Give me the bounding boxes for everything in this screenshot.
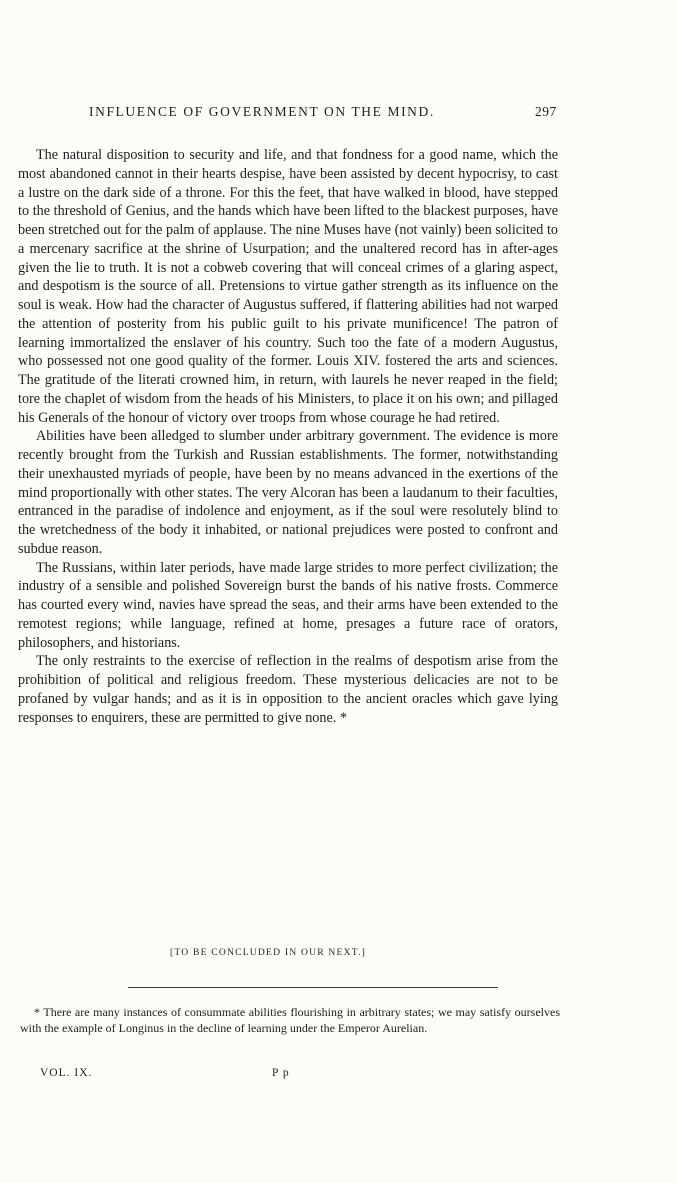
footnote: * There are many instances of consummate abilities flourishing in arbitrary states; we may satisfy ourselves with the example of Longinus in the decline of learning under the Emperor Aurelian. (20, 1005, 560, 1035)
footnote-divider (128, 987, 498, 988)
continuation-note: [TO BE CONCLUDED IN OUR NEXT.] (170, 947, 367, 958)
running-title: INFLUENCE OF GOVERNMENT ON THE MIND. (89, 104, 435, 119)
paragraph: The natural disposition to security and life, and that fondness for a good name, which the most abandoned cannot in their hearts despise, have been assisted by decent hypocrisy, to cast a lustre on the dark side of a throne. For this the feet, that have walked in blood, have stepped to the threshold of Genius, and the hands which have been lifted to the blackest purposes, have been stretched out for the palm of applause. The nine Muses have (not vainly) been solicited to a mercenary sacrifice at the shrine of Usurpation; and the unaltered record has in after-ages given the lie to truth. It is not a cobweb covering that will conceal crimes of a glaring aspect, and despotism is the source of all. Pretensions to virtue gather strength as its influence on the soul is weak. How had the character of Augustus suffered, if flattering abilities had not warped the attention of posterity from his public guilt to his private munificence! The patron of learning immortalized the enslaver of his country. Such too the fate of a modern Augustus, who possessed not one good quality of the former. Louis XIV. fostered the arts and sciences. The gratitude of the literati crowned him, in return, with laurels he never reaped in the field; tore the chaplet of wisdom from the heads of his Ministers, to place it on his own; and pillaged his Generals of the honour of victory over troops from whose courage he had retired. (18, 147, 558, 426)
paragraph: Abilities have been alledged to slumber under arbitrary government. The evidence is more recently brought from the Turkish and Russian establishments. The former, notwithstanding their unexhausted myriads of people, have been by no means advanced in the exertions of the mind proportionally with other states. The very Alcoran has been a laudanum to their faculties, entranced in the paradise of indolence and enjoyment, as if the soul were resolutely blind to the wretchedness of the body it inhabited, or national prejudices were posted to confront and subdue reason. (18, 428, 558, 557)
paragraph: The only restraints to the exercise of reflection in the realms of despotism arise from the prohibition of political and religious freedom. These mysterious delicacies are not to be profaned by vulgar hands; and as it is in opposition to the ancient oracles which gave lying responses to enquirers, these are permitted to give none. * (18, 653, 558, 726)
paragraph: The Russians, within later periods, have made large strides to more perfect civilization; the industry of a sensible and polished Sovereign burst the bands of his native frosts. Commerce has courted every wind, navies have spread the seas, and their arms have been extended to the remotest regions; while language, refined at home, presages a future race of orators, philosophers, and historians. (18, 559, 558, 651)
volume-label: VOL. IX. (40, 1067, 93, 1079)
signature-mark: P p (272, 1067, 290, 1079)
page-number: 297 (535, 104, 557, 119)
article-body (18, 146, 558, 727)
